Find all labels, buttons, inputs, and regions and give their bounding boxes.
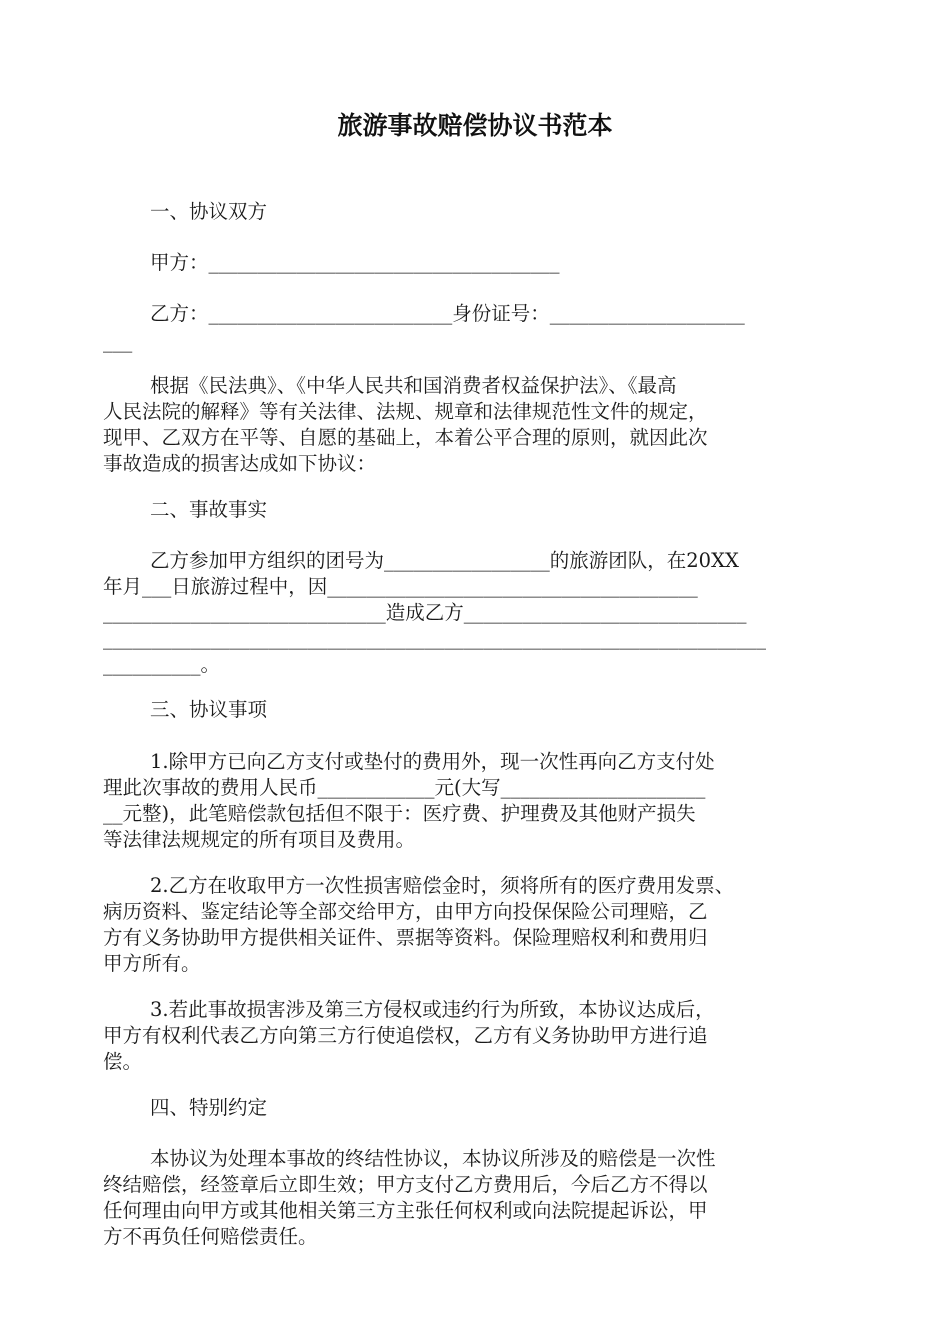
party-b-line-continued: ___ bbox=[103, 330, 133, 353]
document-title: 旅游事故赔偿协议书范本 bbox=[337, 111, 613, 140]
section-heading-special: 四、特别约定 bbox=[150, 1096, 268, 1119]
preamble-line: 人民法院的解释》等有关法律、法规、规章和法律规范性文件的规定， bbox=[103, 400, 708, 423]
term-2-line: 病历资料、鉴定结论等全部交给甲方，由甲方向投保保险公司理赔，乙 bbox=[103, 900, 708, 923]
term-2-line: 2.乙方在收取甲方一次性损害赔偿金时，须将所有的医疗费用发票、 bbox=[150, 874, 735, 897]
term-2-line: 方有义务协助甲方提供相关证件、票据等资料。保险理赔权利和费用归 bbox=[103, 926, 708, 949]
preamble-line: 事故造成的损害达成如下协议： bbox=[103, 452, 377, 475]
party-b-line: 乙方：_________________________身份证号：____________________ bbox=[150, 302, 745, 325]
facts-line: _____________________________造成乙方_____________________________ bbox=[103, 601, 747, 624]
special-line: 终结赔偿，经签章后立即生效；甲方支付乙方费用后，今后乙方不得以 bbox=[103, 1173, 708, 1196]
term-1-line: 等法律法规规定的所有项目及费用。 bbox=[103, 828, 416, 851]
special-line: 任何理由向甲方或其他相关第三方主张任何权利或向法院提起诉讼，甲 bbox=[103, 1199, 708, 1222]
party-a-line: 甲方：____________________________________ bbox=[150, 251, 560, 274]
section-heading-facts: 二、事故事实 bbox=[150, 498, 268, 521]
facts-line: __________。 bbox=[103, 653, 221, 676]
special-line: 方不再负任何赔偿责任。 bbox=[103, 1225, 318, 1248]
facts-line: ____________________________________________________________________ bbox=[103, 627, 766, 650]
term-3-line: 甲方有权利代表乙方向第三方行使追偿权，乙方有义务协助甲方进行追 bbox=[103, 1024, 708, 1047]
preamble-line: 根据《民法典》、《中华人民共和国消费者权益保护法》、《最高 bbox=[150, 374, 677, 397]
section-heading-parties: 一、协议双方 bbox=[150, 200, 268, 223]
term-1-line: 1.除甲方已向乙方支付或垫付的费用外，现一次性再向乙方支付处 bbox=[150, 750, 715, 773]
preamble-line: 现甲、乙双方在平等、自愿的基础上，本着公平合理的原则，就因此次 bbox=[103, 426, 708, 449]
section-heading-terms: 三、协议事项 bbox=[150, 698, 268, 721]
term-1-line: __元整)，此笔赔偿款包括但不限于：医疗费、护理费及其他财产损失 bbox=[103, 802, 696, 825]
term-1-line: 理此次事故的费用人民币____________元(大写_____________________ bbox=[103, 776, 706, 799]
special-line: 本协议为处理本事故的终结性协议，本协议所涉及的赔偿是一次性 bbox=[150, 1147, 716, 1170]
facts-line: 年月___日旅游过程中，因______________________________________ bbox=[103, 575, 698, 598]
term-3-line: 3.若此事故损害涉及第三方侵权或违约行为所致，本协议达成后， bbox=[150, 998, 715, 1021]
facts-line: 乙方参加甲方组织的团号为_________________的旅游团队，在20XX bbox=[150, 549, 739, 572]
term-3-line: 偿。 bbox=[103, 1050, 143, 1073]
term-2-line: 甲方所有。 bbox=[103, 952, 201, 975]
